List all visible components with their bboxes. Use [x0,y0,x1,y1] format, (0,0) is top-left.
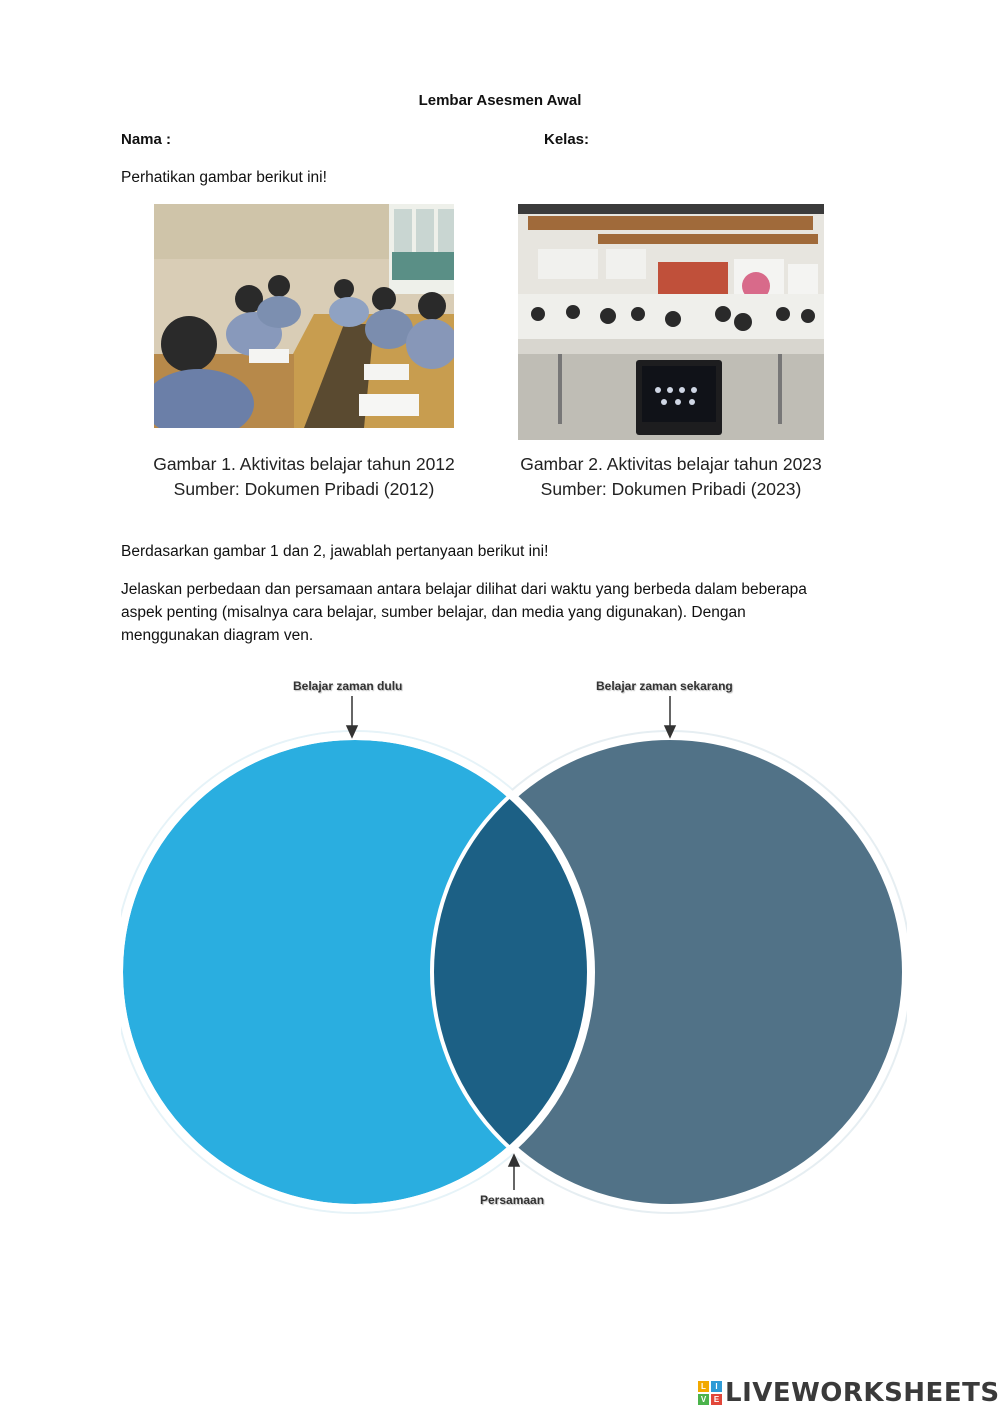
question-line-1: Jelaskan perbedaan dan persamaan antara belajar dilihat dari waktu yang berbeda dalam beberapa [121,581,807,598]
classroom-2023-image [518,204,824,440]
logo-badge-l: L [698,1381,709,1392]
logo-badge-i: I [711,1381,722,1392]
venn-left-label: Belajar zaman dulu [293,679,403,693]
question-line-2: aspek penting (misalnya cara belajar, sumber belajar, dan media yang digunakan). Dengan [121,604,746,621]
figure-1-caption-title: Gambar 1. Aktivitas belajar tahun 2012 [153,454,455,474]
intro-text: Perhatikan gambar berikut ini! [121,169,327,186]
name-label: Nama : [121,131,172,148]
page-title: Lembar Asesmen Awal [418,92,582,109]
liveworksheets-logo [698,1378,1000,1408]
figure-2-caption [491,452,851,502]
photo-classroom-2023 [518,204,824,440]
figure-1-caption-source: Sumber: Dokumen Pribadi (2012) [173,479,435,499]
logo-badge-icon [698,1381,722,1405]
figure-2-caption-source: Sumber: Dokumen Pribadi (2023) [540,479,802,499]
question-line-3: menggunakan diagram ven. [121,627,314,644]
logo-brand-text: LIVEWORKSHEETS [725,1378,1000,1408]
venn-diagram-canvas [0,670,1000,1230]
figure-2-caption-title: Gambar 2. Aktivitas belajar tahun 2023 [520,454,822,474]
figure-1-caption [124,452,484,502]
classroom-2012-image [154,204,454,428]
venn-right-label: Belajar zaman sekarang [596,679,733,693]
logo-badge-e: E [711,1394,722,1405]
class-label: Kelas: [544,131,590,148]
photo-classroom-2012 [154,204,454,428]
venn-diagram [0,670,1000,1230]
question-text [121,578,901,647]
instruction-text: Berdasarkan gambar 1 dan 2, jawablah pertanyaan berikut ini! [121,543,549,560]
logo-badge-v: V [698,1394,709,1405]
venn-center-label: Persamaan [480,1193,545,1207]
